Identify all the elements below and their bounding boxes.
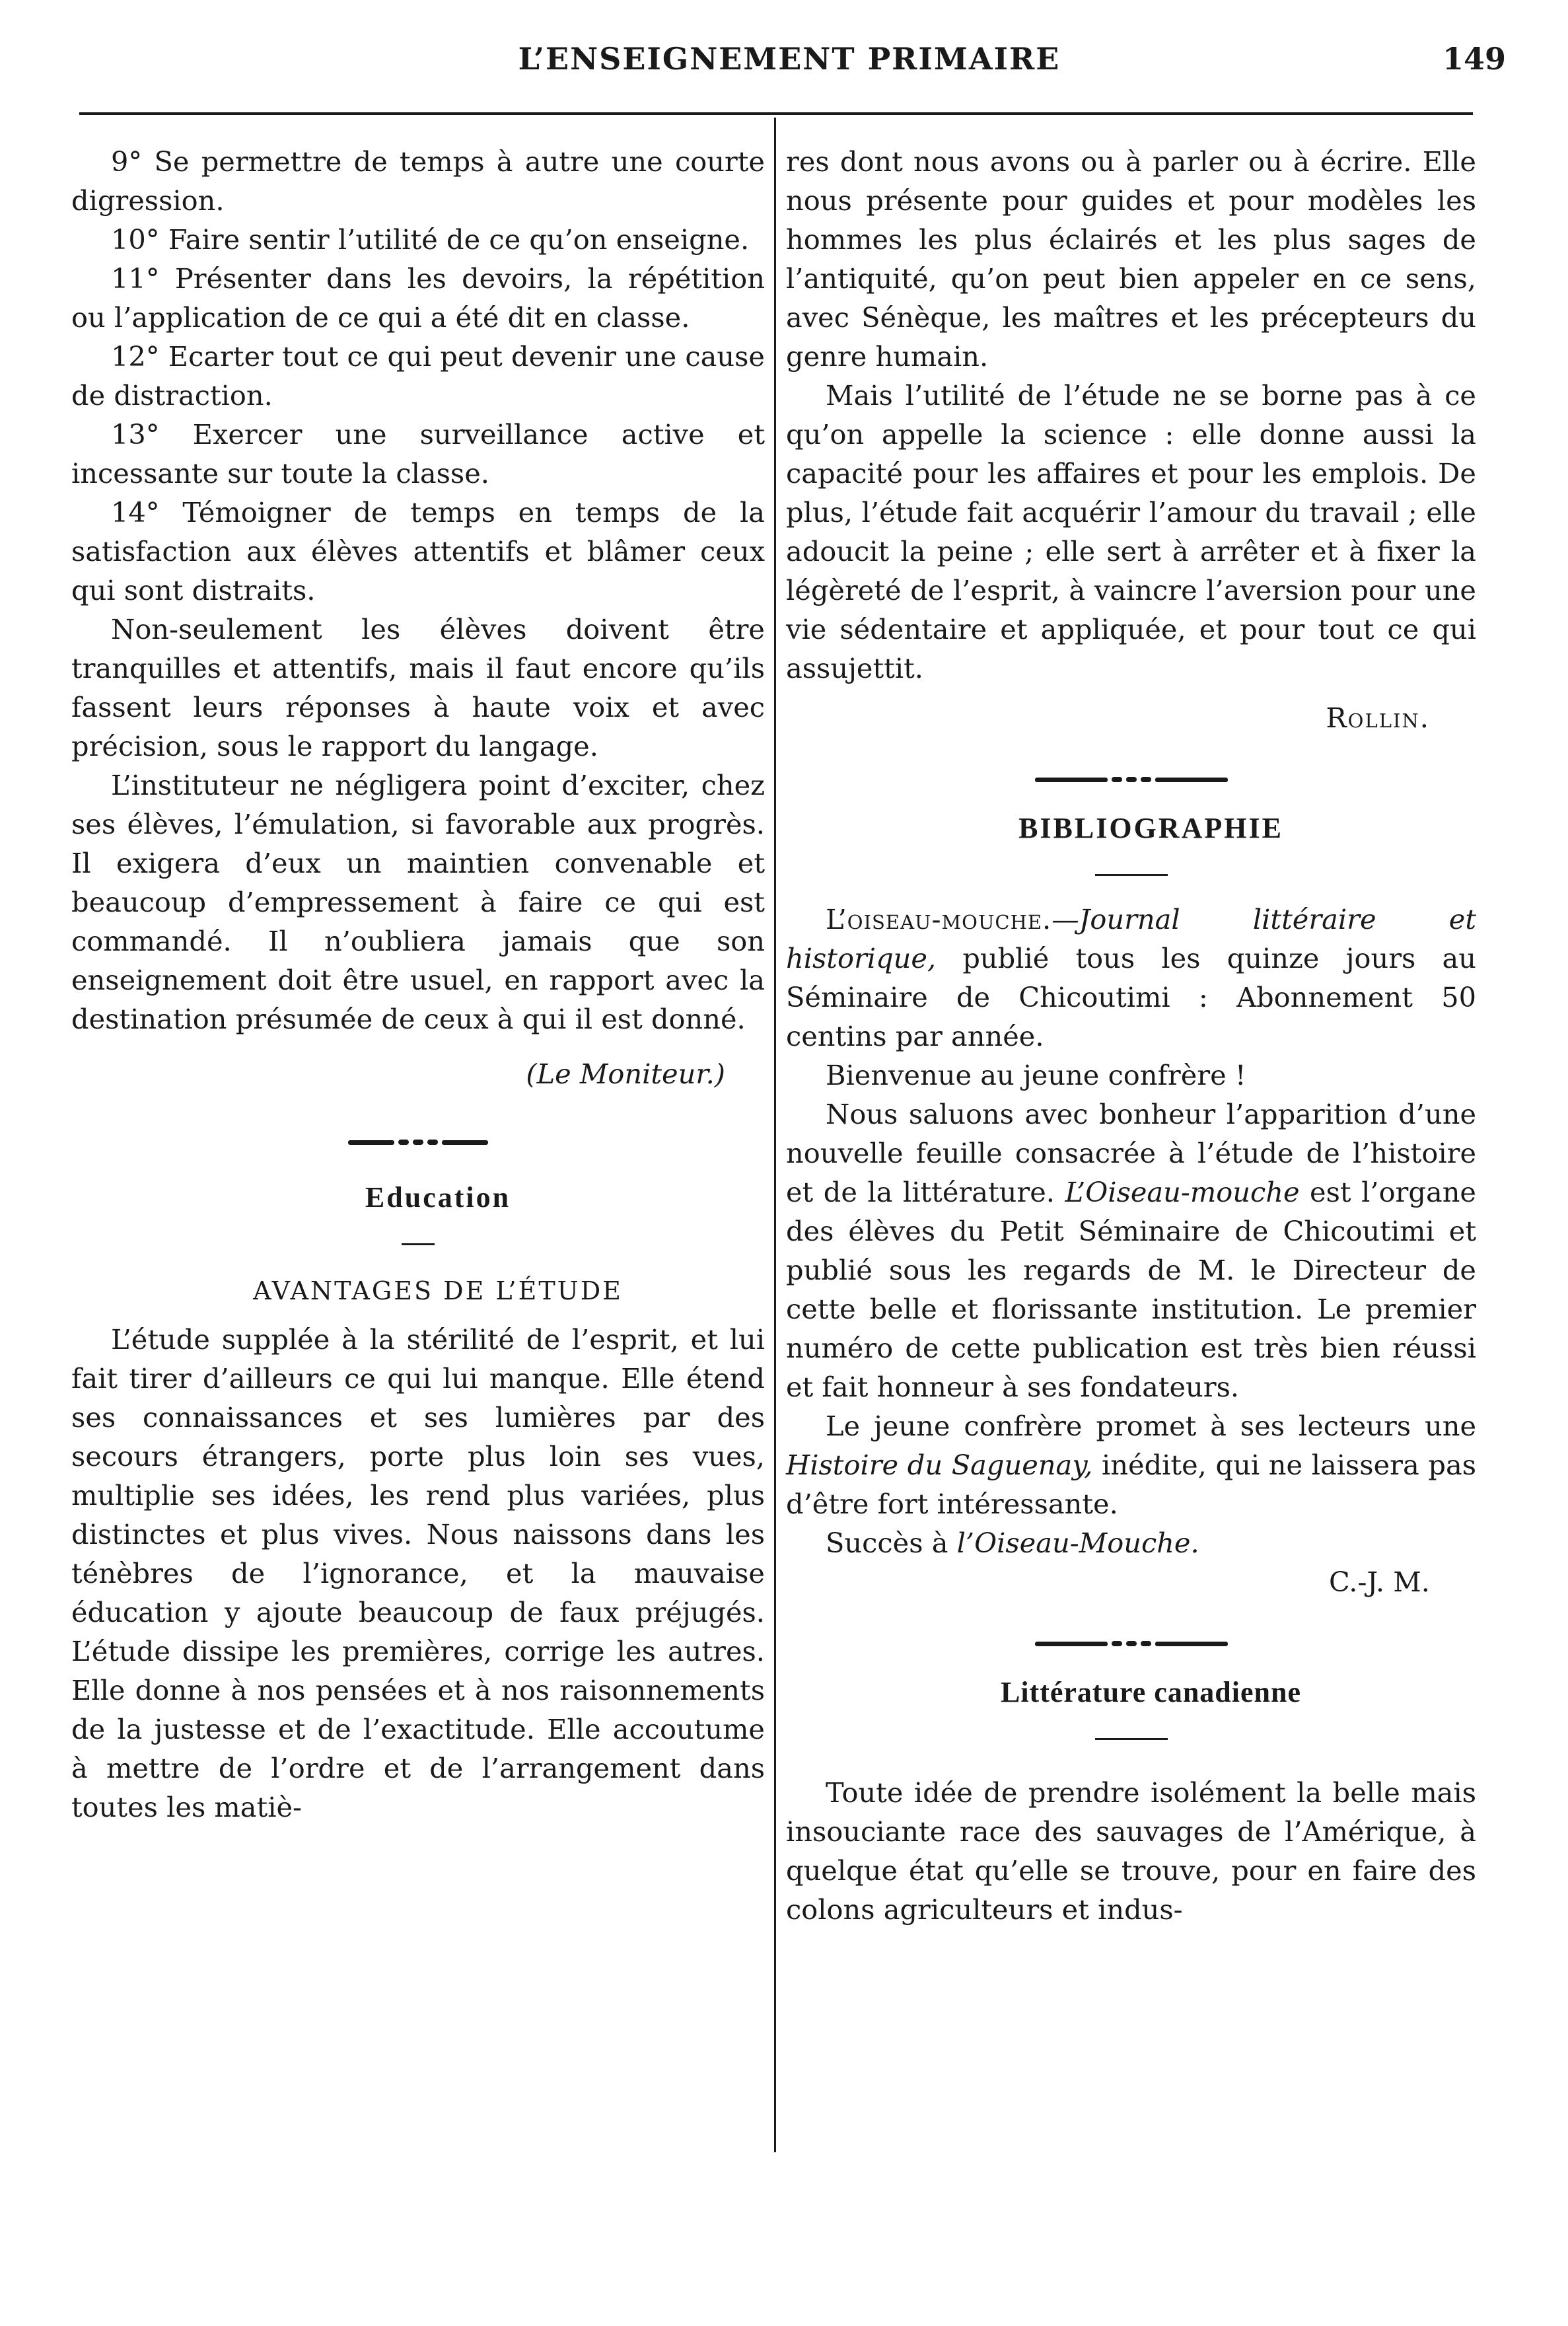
- header-rule: [79, 112, 1473, 115]
- source-attribution: (Le Moniteur.): [526, 1058, 725, 1090]
- journal-title: —Journal littéraire et historique,: [786, 903, 1476, 974]
- journal-title: L’Oiseau-mouche: [1065, 1176, 1300, 1208]
- paragraph: Bienvenue au jeune confrère !: [826, 1059, 1246, 1091]
- right-column: [786, 142, 1476, 1929]
- article-title: AVANTAGES DE L’ÉTUDE: [253, 1276, 623, 1305]
- list-item: 10° Faire sentir l’utilité de ce qu’on enseigne.: [111, 223, 750, 256]
- paragraph: [786, 1095, 1476, 1406]
- text-span: inédite, qui ne laissera pas d’être fort intéressante.: [786, 1449, 1477, 1520]
- running-title: L’ENSEIGNEMENT PRIMAIRE: [518, 41, 1061, 77]
- list-item: 9° Se permettre de temps à autre une courte digression.: [71, 145, 765, 217]
- section-title-education: Education: [365, 1181, 511, 1214]
- section-title-litterature: Littérature canadienne: [1000, 1676, 1302, 1708]
- signature-cjm: C.-J. M.: [1329, 1566, 1430, 1598]
- section-sub-rule: [1095, 874, 1168, 876]
- running-head: [73, 41, 1506, 87]
- left-column: [71, 142, 765, 1827]
- paragraph: Mais l’utilité de l’étude ne se borne pas à ce qu’on appelle la science : elle donne aussi la capacité pour les affaires et pour les emplois. De plus, l’étude fait acquérir l’amour du travail ; elle adoucit la peine ; elle sert à arrêter et à fixer la légèreté de l’esprit, à vaincre l’aversion pour une vie sédentaire et appliquée, et pour tout ce qui assujettit.: [786, 379, 1476, 684]
- section-title-bibliographie: BIBLIOGRAPHIE: [1018, 812, 1283, 844]
- text-span: publié tous les quinze jours au Séminaire de Chicoutimi : Abonnement 50 centins par année.: [786, 942, 1476, 1052]
- paragraph: [786, 1406, 1476, 1523]
- list-item: 11° Présenter dans les devoirs, la répétition ou l’application de ce qui a été dit en classe.: [71, 262, 765, 334]
- paragraph: [786, 1523, 1476, 1562]
- paragraph: L’étude supplée à la stérilité de l’esprit, et lui fait tirer d’ailleurs ce qui lui manque. Elle étend ses connaissances et ses lumières par des secours étrangers, porte plus loin ses vues, multiplie ses idées, les rend plus variées, plus distinctes et plus vives. Nous naissons dans les ténèbres de l’ignorance, et la mauvaise éducation y ajoute beaucoup de faux préjugés. L’étude dissipe les premières, corrige les autres. Elle donne à nos pensées et à nos raisonnements de la justesse et de l’exactitude. Elle accoutume à mettre de l’ordre et de l’arrangement dans toutes les matiè-: [71, 1323, 765, 1823]
- section-sub-rule: [1095, 1738, 1168, 1740]
- text-span: Succès à: [826, 1527, 957, 1559]
- paragraph: Non-seulement les élèves doivent être tranquilles et attentifs, mais il faut encore qu’ils fassent leurs réponses à haute voix et avec précision, sous le rapport du langage.: [71, 613, 765, 762]
- ornament-divider: [786, 1641, 1476, 1646]
- ornament-divider: [71, 1140, 765, 1145]
- section-sub-rule: [402, 1243, 435, 1245]
- ornament-divider: [786, 777, 1476, 782]
- journal-title: l’Oiseau-Mouche.: [956, 1527, 1199, 1559]
- page-number: 149: [1442, 41, 1506, 77]
- book-title: Histoire du Saguenay,: [786, 1449, 1093, 1481]
- list-item: 12° Ecarter tout ce qui peut devenir une cause de distraction.: [71, 340, 765, 412]
- list-item: 14° Témoigner de temps en temps de la satisfaction aux élèves attentifs et blâmer ceux qui sont distraits.: [71, 496, 765, 606]
- list-item: 13° Exercer une surveillance active et incessante sur toute la classe.: [71, 418, 765, 490]
- paragraph: Toute idée de prendre isolément la belle mais insouciante race des sauvages de l’Amérique, à quelque état qu’elle se trouve, pour en faire des colons agriculteurs et indus-: [786, 1776, 1476, 1926]
- paragraph: res dont nous avons ou à parler ou à écrire. Elle nous présente pour guides et pour modèles les hommes les plus éclairés et les plus sages de l’antiquité, qu’on peut bien appeler en ce sens, avec Sénèque, les maîtres et les précepteurs du genre humain.: [786, 145, 1476, 373]
- signature-rollin: Rollin.: [1326, 702, 1430, 734]
- text-span: Nous saluons avec bonheur l’apparition d’une nouvelle feuille consacrée à l’étude de l’histoire et de la littérature.: [786, 1098, 1476, 1208]
- column-divider: [774, 118, 776, 2152]
- text-span: Le jeune confrère promet à ses lecteurs une: [826, 1410, 1476, 1442]
- text-span: est l’organe des élèves du Petit Séminaire de Chicoutimi et publié sous les regards de M. le Directeur de cette belle et florissante institution. Le premier numéro de cette publication est très bien réussi et fait honneur à ses fondateurs.: [786, 1176, 1476, 1403]
- paragraph: [786, 900, 1476, 1056]
- journal-name: L’oiseau-mouche.: [826, 903, 1052, 935]
- paragraph: L’instituteur ne négligera point d’exciter, chez ses élèves, l’émulation, si favorable aux progrès. Il exigera d’eux un maintien convenable et beaucoup d’empressement à faire ce qui est commandé. Il n’oubliera jamais que son enseignement doit être usuel, en rapport avec la destination présumée de ceux à qui il est donné.: [71, 769, 765, 1035]
